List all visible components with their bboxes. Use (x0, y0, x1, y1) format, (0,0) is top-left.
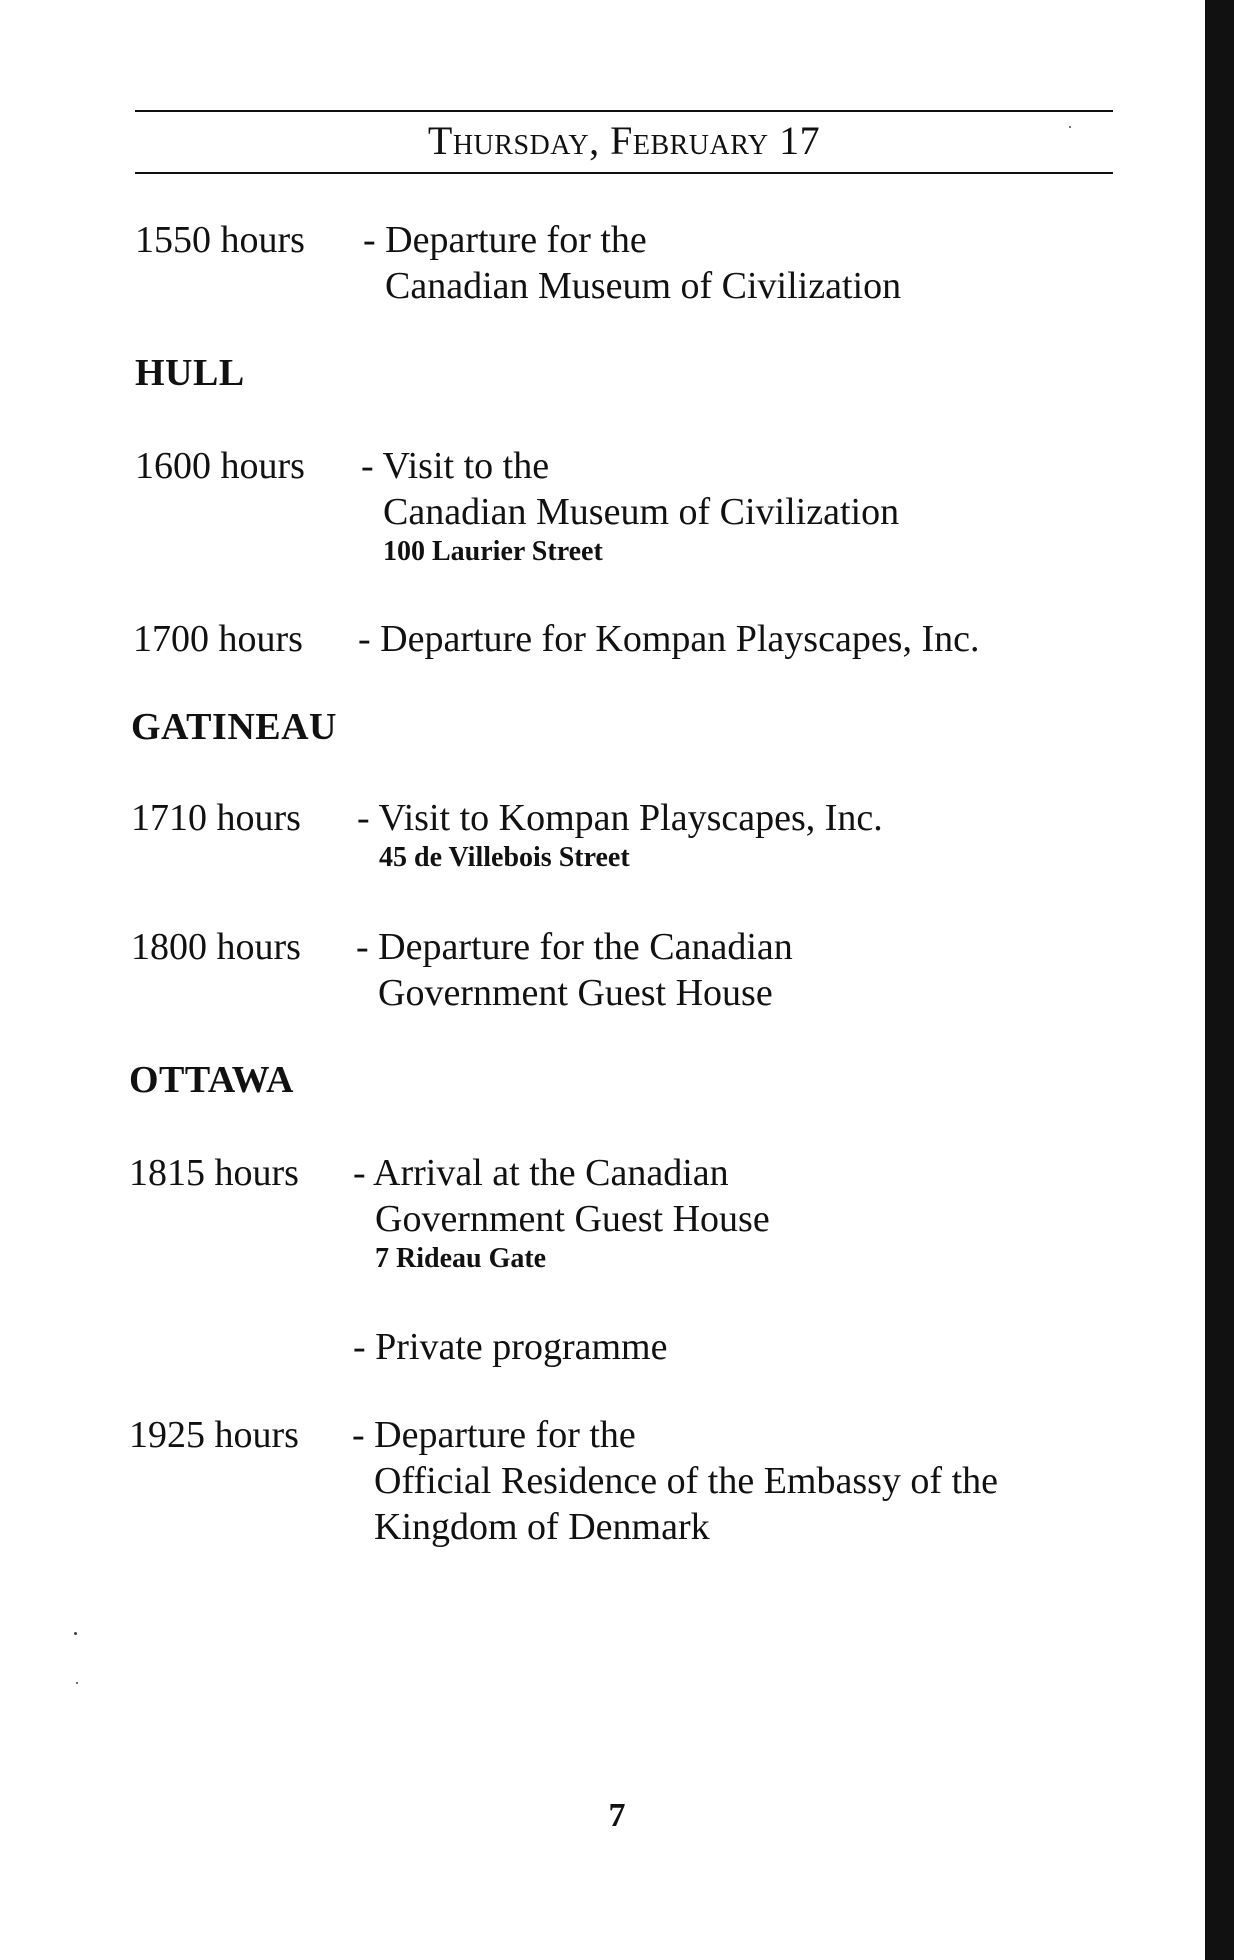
entry-description (353, 1150, 770, 1276)
entry-line: - Visit to Kompan Playscapes, Inc. (357, 797, 883, 839)
entry-line: - Departure for the Canadian (356, 926, 793, 968)
entry-line: Government Guest House (375, 1198, 770, 1240)
entry-time: 1710 hours (131, 797, 301, 839)
entry-line: Government Guest House (378, 972, 773, 1014)
scan-speck (74, 1632, 77, 1635)
entry-description (363, 217, 901, 309)
entry-time: 1700 hours (133, 618, 303, 660)
entry-description (353, 1324, 667, 1370)
entry-description (358, 616, 980, 662)
entry-line: Official Residence of the Embassy of the (374, 1460, 998, 1502)
section-heading-hull: HULL (135, 352, 245, 394)
entry-address: 45 de Villebois Street (379, 842, 630, 873)
entry-time: 1815 hours (129, 1152, 299, 1194)
entry-description (357, 795, 883, 875)
section-heading-gatineau: GATINEAU (131, 706, 337, 748)
header-rule-top (135, 110, 1113, 112)
entry-address: 7 Rideau Gate (375, 1243, 547, 1274)
entry-line: - Departure for the (363, 219, 647, 261)
section-heading-ottawa: OTTAWA (129, 1059, 294, 1101)
entry-time: 1550 hours (135, 219, 305, 261)
page-number: 7 (608, 1797, 626, 1834)
entry-line: - Departure for Kompan Playscapes, Inc. (358, 618, 980, 660)
entry-time: 1925 hours (129, 1414, 299, 1456)
scan-edge-border (1205, 0, 1234, 1960)
header-rule-bottom (135, 172, 1113, 174)
entry-time: 1600 hours (135, 445, 305, 487)
entry-description (352, 1412, 998, 1550)
entry-description (356, 924, 793, 1016)
entry-line: Kingdom of Denmark (374, 1506, 710, 1548)
entry-line: - Arrival at the Canadian (353, 1152, 729, 1194)
entry-line: - Departure for the (352, 1414, 636, 1456)
scan-speck (1069, 126, 1071, 128)
entry-line: - Private programme (353, 1326, 668, 1368)
entry-description (361, 443, 899, 569)
scan-speck (76, 1682, 78, 1684)
entry-line: Canadian Museum of Civilization (383, 491, 900, 533)
entry-line: - Visit to the (361, 445, 550, 487)
entry-line: Canadian Museum of Civilization (385, 265, 902, 307)
entry-address: 100 Laurier Street (383, 536, 603, 567)
entry-time: 1800 hours (131, 926, 301, 968)
page-title: Thursday, February 17 (427, 118, 821, 163)
